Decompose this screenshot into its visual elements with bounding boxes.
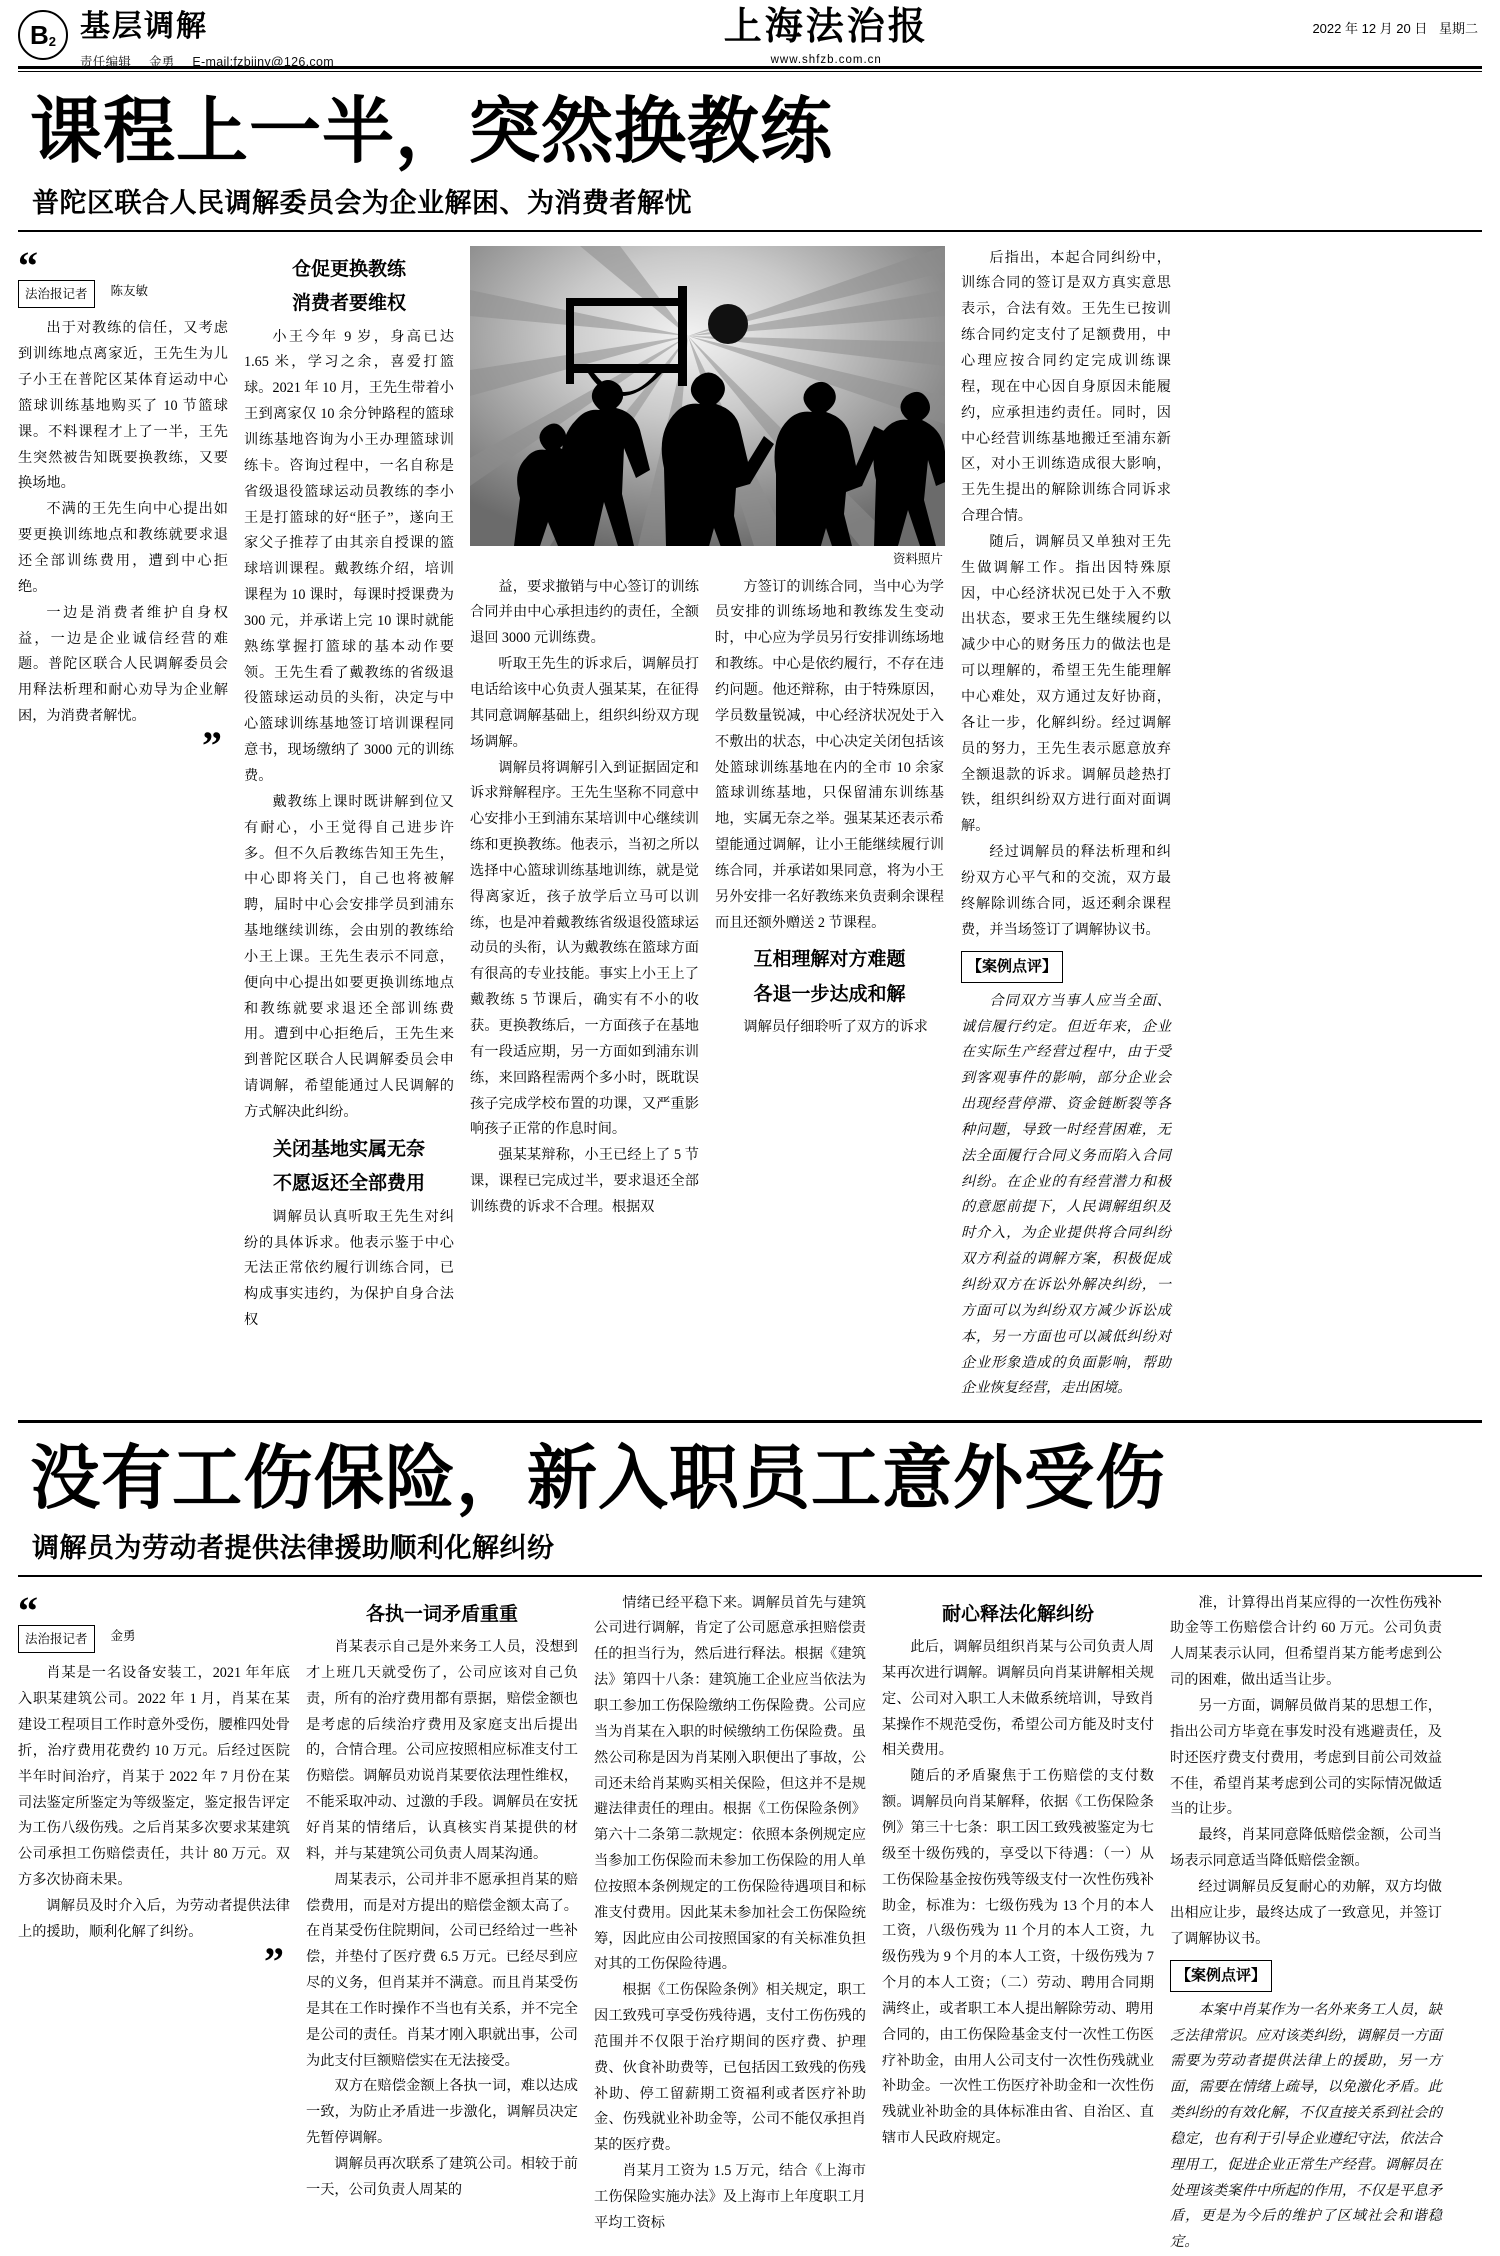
paragraph: 肖某月工资为 1.5 万元，结合《上海市工伤保险实施办法》及上海市上年度职工月平均工资标 <box>594 2163 866 2231</box>
article-1-subhead-1: 仓促更换教练 <box>291 258 406 280</box>
article-2-subhead-2: 耐心释法化解纠纷 <box>941 1603 1094 1625</box>
paragraph: 周某表示，公司并非不愿承担肖某的赔偿费用，而是对方提出的赔偿金额太高了。在肖某受伤住院期间，公司已经给过一些补偿，并垫付了医疗费 6.5 万元。已经尽到应尽的义务，但肖某并不满意。而且肖某受伤是其在工作时操作不当也有关系，并不完全是公司的责任。肖某才刚入职就出事，公司为此支付巨额赔偿实在无法接受。 <box>306 1871 578 2069</box>
article-1-rule <box>18 230 1482 232</box>
publication-date: 2022 年 12 月 20 日 <box>1312 21 1428 36</box>
paragraph: 经过调解员反复耐心的劝解，双方均做出相应让步，最终达成了一致意见，并签订了调解协议书。 <box>1170 1878 1442 1947</box>
article-1-subhead-5: 互相理解对方难题 <box>753 949 906 971</box>
article-1-col-3 <box>470 575 699 1221</box>
paragraph: 随后，调解员又单独对王先生做调解工作。指出因特殊原因，中心经济状况已处于入不敷出状态，要求王先生继续履约以减少中心的财务压力的做法也是可以理解的，希望王先生能理解中心难处，双方通过友好协商，各让一步，化解纠纷。经过调解员的努力，王先生表示愿意放弃全额退款的诉求。调解员趁热打铁，组织纠纷双方进行面对面调解。 <box>961 533 1171 835</box>
publication-weekday: 星期二 <box>1438 21 1478 36</box>
article-2 <box>0 1439 1500 2256</box>
paragraph: 戴教练上课时既讲解到位又有耐心，小王觉得自己进步许多。但不久后教练告知王先生，中心即将关门，自己也将被解聘，届时中心会安排学员到浦东基地继续训练，会由别的教练给小王上课。王先生表示不同意，便向中心提出如要更换训练地点和教练就要求退还全部训练费用。遭到中心拒绝后，王先生来到普陀区联合人民调解委员会申请调解，希望能通过人民调解的方式解决此纠纷。 <box>244 793 454 1120</box>
paragraph: 本案中肖某作为一名外来务工人员，缺乏法律常识。应对该类纠纷，调解员一方面需要为劳动者提供法律上的援助，另一方面，需要在情绪上疏导，以免激化矛盾。此类纠纷的有效化解，不仅直接关系到社会的稳定，也有利于引导企业遵纪守法，依法合理用工，促进企业正常生产经营。调解员在处理该类案件中所起的作用，不仅是平息矛盾，更是为今后的维护了区域社会和谐稳定。 <box>1170 2001 1442 2251</box>
quote-mark-close: ” <box>264 1938 284 1984</box>
article-1-inner-columns <box>470 575 945 1221</box>
article-1-subhead-3: 关闭基地实属无奈 <box>272 1138 425 1160</box>
masthead-rule-thin <box>18 71 1482 72</box>
paragraph: 调解员及时介入后，为劳动者提供法律上的援助，顺利化解了纠纷。 <box>18 1897 290 1940</box>
paragraph: 调解员认真听取王先生对纠纷的具体诉求。他表示鉴于中心无法正常依约履行训练合同，已构成事实违约，为保护自身合法权 <box>244 1208 454 1329</box>
article-1-headline: 课程上一半，突然换教练 <box>30 92 834 172</box>
paragraph: 出于对教练的信任，又考虑到训练地点离家近，王先生为儿子小王在普陀区某体育运动中心篮球训练基地购买了 10 节篮球课。不料课程才上了一半，王先生突然被告知既要换教练，又要换场地。 <box>18 320 228 492</box>
article-2-rule <box>18 1575 1482 1577</box>
paper-name: 上海法治报 <box>723 6 929 48</box>
paragraph: 小王今年 9 岁，身高已达 1.65 米，学习之余，喜爱打篮球。2021 年 10 月，王先生带着小王到离家仅 10 余分钟路程的篮球训练基地咨询为小王办理篮球训练卡。咨询过程中，一名自称是省级退役篮球运动员教练的李小王是打篮球的好“胚子”，遂向王家父子推荐了由其亲自授课的篮球培训课程。戴教练介绍，培训课程为 10 课时，每课时授课费为 300 元，并承诺上完 10 课时就能熟练掌握打篮球的基本动作要领。王先生看了戴教练的省级退役篮球运动员的头衔，决定与中心篮球训练基地签订培训课程同意书，现场缴纳了 3000 元的训练费。 <box>244 328 454 784</box>
basketball-photo <box>470 246 945 546</box>
paragraph: 肖某是一名设备安装工，2021 年年底入职某建筑公司。2022 年 1 月，肖某在某建设工程项目工作时意外受伤，腰椎四处骨折，治疗费用花费约 10 万元。后经过医院半年时间治疗，肖某于 2022 年 7 月份在某司法鉴定所鉴定为等级鉴定，鉴定报告评定为工伤八级伤残。之后肖某多次要求某建筑公司承担工伤赔偿责任，共计 80 万元。双方多次协商未果。 <box>18 1665 290 1889</box>
article-1-subhead-4: 不愿返还全部费用 <box>272 1173 425 1195</box>
article-1-col-1 <box>18 242 228 768</box>
editor-label: 责任编辑 <box>80 55 132 69</box>
paragraph: 根据《工伤保险条例》相关规定，职工因工致残可享受伤残待遇，支付工伤伤残的范围并不仅限于治疗期间的医疗费、护理费、伙食补助费等，已包括因工致残的伤残补助、停工留薪期工资福利或者医疗补助金、伤残就业补助金等，公司不能仅承担肖某的医疗费。 <box>594 1982 866 2154</box>
article-2-col-1 <box>18 1587 290 1984</box>
masthead <box>0 0 1500 69</box>
paragraph: 经过调解员的释法析理和纠纷双方心平气和的交流，双方最终解除训练合同，返还剩余课程费，并当场签订了调解协议书。 <box>961 844 1171 938</box>
article-1-col-5 <box>961 246 1171 1403</box>
section-block <box>80 10 348 70</box>
paragraph: 肖某表示自己是外来务工人员，没想到才上班几天就受伤了，公司应该对自己负责，所有的治疗费用都有票据，赔偿金额也是考虑的后续治疗费用及家庭支出后提出的，合情合理。公司应按照相应标准支付工伤赔偿。调解员劝说肖某要依法理性维权，不能采取冲动、过激的手段。调解员在安抚好肖某的情绪后，认真核实肖某提供的材料，并与某建筑公司负责人周某沟通。 <box>306 1639 578 1862</box>
quote-mark-open: “ <box>18 1587 38 1633</box>
article-2-subhead-1: 各执一词矛盾重重 <box>365 1603 518 1625</box>
article-1 <box>0 92 1500 1402</box>
article-1-photo-wrap <box>470 246 945 546</box>
paragraph: 后指出，本起合同纠纷中，训练合同的签订是双方真实意思表示，合法有效。王先生已按训练合同约定支付了足额费用，中心理应按合同约定完成训练课程，现在中心因自身原因未能履约，应承担违约责任。同时，因中心经营训练基地搬迁至浦东新区，对小王训练造成很大影响，王先生提出的解除训练合同诉求合理合情。 <box>961 249 1171 525</box>
section-meta <box>80 52 348 70</box>
paragraph: 不满的王先生向中心提出如要更换训练地点和教练就要求退还全部训练费用，遭到中心拒绝。 <box>18 501 228 595</box>
section-title: 基层调解 <box>80 10 208 43</box>
article-1-photo-and-cols <box>470 246 945 1221</box>
article-2-col-3 <box>594 1591 866 2237</box>
article-2-case-comment-title: 【案例点评】 <box>1170 1960 1272 1991</box>
article-1-case-comment-title: 【案例点评】 <box>961 951 1063 982</box>
article-1-subhead-2: 消费者要维权 <box>291 293 406 315</box>
article-2-col-5 <box>1170 1591 1442 2256</box>
masthead-left <box>18 10 348 70</box>
paragraph: 益，要求撤销与中心签订的训练合同并由中心承担违约的责任，全额退回 3000 元训练费。 <box>470 578 699 647</box>
article-1-subhead-6: 各退一步达成和解 <box>753 983 906 1005</box>
paragraph: 听取王先生的诉求后，调解员打电话给该中心负责人强某某，在征得其同意调解基础上，组织纠纷双方现场调解。 <box>470 656 699 750</box>
paragraph: 准，计算得出肖某应得的一次性伤残补助金等工伤赔偿合计约 60 万元。公司负责人周某表示认同，但希望肖某方能考虑到公司的困难，做出适当让步。 <box>1170 1594 1442 1689</box>
paragraph: 随后的矛盾聚焦于工伤赔偿的支付数额。调解员向肖某解释，依据《工伤保险条例》第三十七条：职工因工致残被鉴定为七级至十级伤残的，享受以下待遇：（一）从工伤保险基金按伤残等级支付一次性伤残补助金，标准为：七级伤残为 13 个月的本人工资，八级伤残为 11 个月的本人工资，九级伤残为 9 个月的本人工资，十级伤残为 7 个月的本人工资；（二）劳动、聘用合同期满终止，或者职工本人提出解除劳动、聘用合同的，由工伤保险基金支付一次性工伤医疗补助金，由用人公司支付一次性伤残就业补助金。一次性工伤医疗补助金和一次性伤残就业补助金的具体标准由省、自治区、直辖市人民政府规定。 <box>882 1768 1154 2147</box>
article-divider <box>18 1420 1482 1423</box>
article-1-subheadline: 普陀区联合人民调解委员会为企业解困、为消费者解忧 <box>32 187 692 218</box>
paragraph: 合同双方当事人应当全面、诚信履行约定。但近年来，企业在实际生产经营过程中，由于受到客观事件的影响，部分企业会出现经营停滞、资金链断裂等各种问题，导致一时经营困难，无法全面履行合同义务而陷入合同纠纷。在企业的有经营潜力和极的意愿前提下，人民调解组织及时介入，为企业提供将合同纠纷双方利益的调解方案，积极促成纠纷双方在诉讼外解决纠纷，一方面可以为纠纷双方减少诉讼成本，另一方面也可以减低纠纷对企业形象造成的负面影响，帮助企业恢复经营，走出困境。 <box>961 992 1171 1397</box>
paragraph: 调解员将调解引入到证据固定和诉求辩解程序。王先生坚称不同意中心安排小王到浦东某培训中心继续训练和更换教练。他表示，当初之所以选择中心篮球训练基地训练，就是觉得离家近，孩子放学后立马可以训练，也是冲着戴教练省级退役篮球运动员的头衔，认为戴教练在篮球方面有很高的专业技能。事实上小王上了戴教练 5 节课后，确实有不小的收获。更换教练后，一方面孩子在基地有一段适应期，另一方面如到浦东训练，来回路程需两个多小时，既耽误孩子完成学校布置的功课，又严重影响孩子正常的作息时间。 <box>470 759 699 1138</box>
article-2-col-2 <box>306 1591 578 2204</box>
paragraph: 方签订的训练合同，当中心为学员安排的训练场地和教练发生变动时，中心应为学员另行安排训练场地和教练。中心是依约履行，不存在违约问题。他还辩称，由于特殊原因，学员数量锐减，中心经济状况处于入不敷出的状态，中心决定关闭包括该处篮球训练基地在内的全市 10 余家篮球训练基地，只保留浦东训练基地，实属无奈之举。强某某还表示希望能通过调解，让小王能继续履行训练合同，并承诺如果同意，将为小王另外安排一名好教练来负责剩余课程而且还额外赠送 2 节课程。 <box>715 578 944 931</box>
editor-name: 金勇 <box>148 55 175 69</box>
article-2-byline <box>18 1625 290 1654</box>
reporter-label: 法治报记者 <box>18 280 95 309</box>
masthead-center <box>348 8 1305 66</box>
quote-mark-close: ” <box>202 722 222 768</box>
paragraph: 情绪已经平稳下来。调解员首先与建筑公司进行调解，肯定了公司愿意承担赔偿责任的担当行为，然后进行释法。根据《建筑法》第四十八条：建筑施工企业应当依法为职工参加工伤保险缴纳工伤保险费。公司应当为肖某在入职的时候缴纳工伤保险费。虽然公司称是因为肖某刚入职便出了事故，公司还未给肖某购买相关保险，但这并不是规避法律责任的理由。根据《工伤保险条例》第六十二条第二款规定：依照本条例规定应当参加工伤保险而未参加工伤保险的用人单位按照本条例规定的工伤保险待遇项目和标准支付费用。因此某未参加社会工伤保险统筹，因此应由公司按照国家的有关标准负担对其的工伤保险待遇。 <box>594 1594 866 1973</box>
paragraph: 调解员仔细聆听了双方的诉求 <box>743 1019 928 1036</box>
reporter-label: 法治报记者 <box>18 1625 95 1654</box>
page-number-letter: B <box>29 20 49 50</box>
reporter-name: 陈友敏 <box>110 283 149 298</box>
article-2-subheadline: 调解员为劳动者提供法律援助顺利化解纠纷 <box>32 1532 555 1563</box>
paragraph: 双方在赔偿金额上各执一词，难以达成一致，为防止矛盾进一步激化，调解员决定先暂停调解。 <box>306 2078 578 2147</box>
article-2-headline: 没有工伤保险，新入职员工意外受伤 <box>30 1439 1166 1518</box>
paragraph: 此后，调解员组织肖某与公司负责人周某再次进行调解。调解员向肖某讲解相关规定、公司对入职工人未做系统培训，导致肖某操作不规范受伤，希望公司方能及时支付相关费用。 <box>882 1639 1154 1759</box>
article-1-col-2 <box>244 246 454 1334</box>
paragraph: 强某某辩称，小王已经上了 5 节课，课程已完成过半，要求退还全部训练费的诉求不合理。根据双 <box>470 1147 699 1215</box>
paper-url[interactable]: www.shfzb.com.cn <box>770 54 882 66</box>
article-2-columns <box>18 1587 1482 2256</box>
photo-caption: 资料照片 <box>892 551 943 566</box>
page-number-digit: 2 <box>48 33 56 49</box>
article-1-byline <box>18 280 228 309</box>
article-1-columns <box>18 242 1482 1403</box>
paragraph: 最终，肖某同意降低赔偿金额，公司当场表示同意适当降低赔偿金额。 <box>1170 1827 1442 1870</box>
quote-mark-open: “ <box>18 242 38 288</box>
paragraph: 调解员再次联系了建筑公司。相较于前一天，公司负责人周某的 <box>306 2155 578 2198</box>
reporter-name: 金勇 <box>110 1628 136 1643</box>
article-2-col-4 <box>882 1591 1154 2152</box>
paragraph: 另一方面，调解员做肖某的思想工作，指出公司方毕竟在事发时没有逃避责任，及时还医疗费支付费用，考虑到目前公司效益不佳，希望肖某考虑到公司的实际情况做适当的让步。 <box>1170 1697 1442 1818</box>
page-number-badge <box>18 10 68 60</box>
paragraph: 一边是消费者维护自身权益，一边是企业诚信经营的难题。普陀区联合人民调解委员会用释法析理和耐心劝导为企业解困，为消费者解忧。 <box>18 604 228 725</box>
editor-email: E-mail:fzbjiny@126.com <box>192 55 334 69</box>
masthead-right <box>1304 10 1478 37</box>
article-1-col-4 <box>715 575 944 1042</box>
